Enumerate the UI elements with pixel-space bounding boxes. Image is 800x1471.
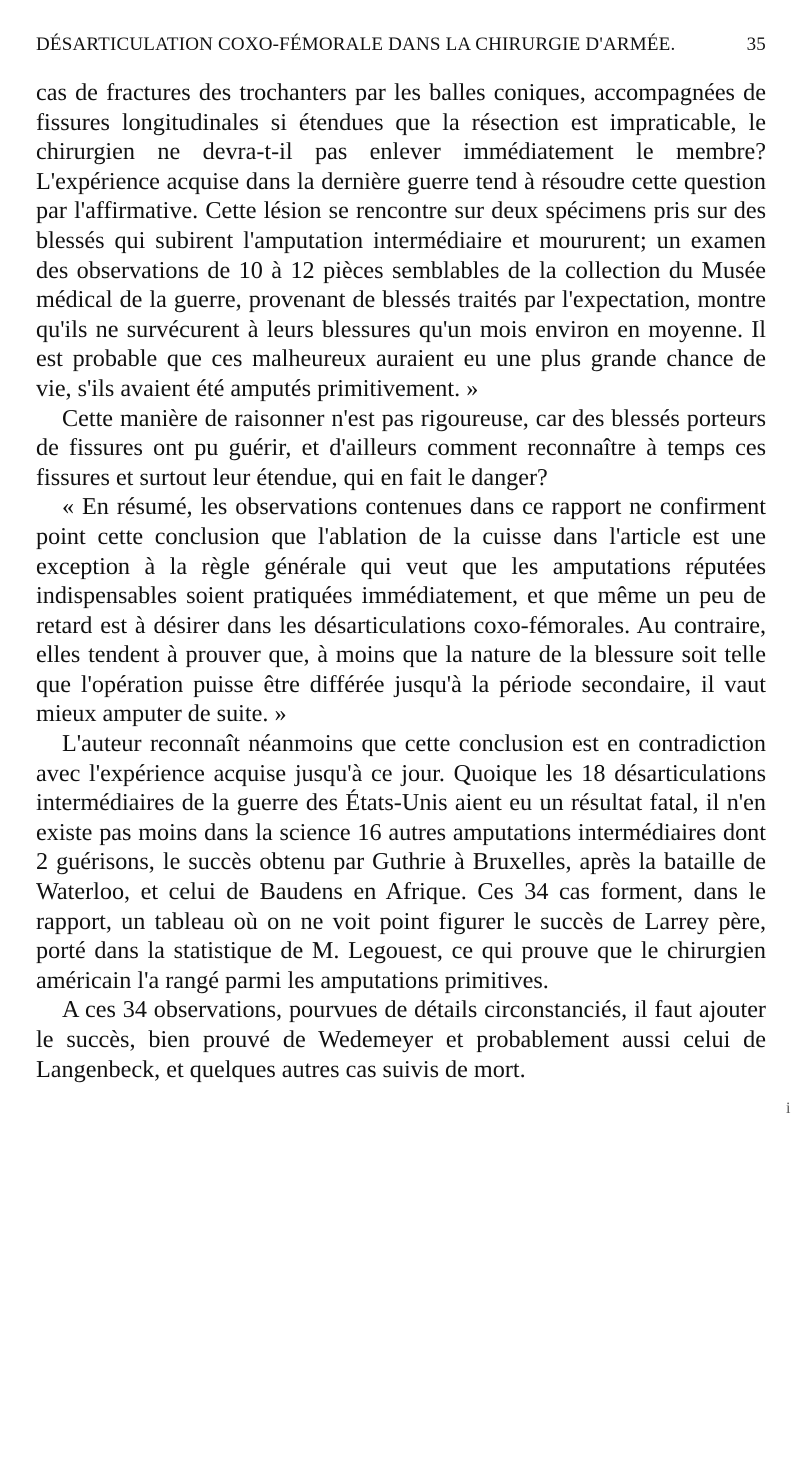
running-title: DÉSARTICULATION COXO-FÉMORALE DANS LA CHIRURGIE D'ARMÉE. (36, 34, 676, 55)
paragraph: L'auteur reconnaît néanmoins que cette conclusion est en contradiction avec l'expérience acquise jusqu'à ce jour. Quoique les 18 désarticulations intermédiaires de la guerre des États-Unis aient eu un résultat fatal, il n'en existe pas moins dans la science 16 autres amputations intermédiaires dont 2 guérisons, le succès obtenu par Guthrie à Bruxelles, après la bataille de Waterloo, et celui de Baudens en Afrique. Ces 34 cas forment, dans le rapport, un tableau où on ne voit point figurer le succès de Larrey père, porté dans la statistique de M. Legouest, ce qui prouve que le chirurgien américain l'a rangé parmi les amputations primitives. (36, 730, 766, 994)
paragraph: cas de fractures des trochanters par les balles coniques, accompagnées de fissures longitudinales si étendues que la résection est impraticable, le chirurgien ne devra-t-il pas enlever immédiatement le membre? L'expérience acquise dans la dernière guerre tend à résoudre cette question par l'affirmative. Cette lésion se rencontre sur deux spécimens pris sur des blessés qui subirent l'amputation intermédiaire et moururent; un examen des observations de 10 à 12 pièces semblables de la collection du Musée médical de la guerre, provenant de blessés traités par l'expectation, montre qu'ils ne survécurent à leurs blessures qu'un mois environ en moyenne. Il est probable que ces malheureux auraient eu une plus grande chance de vie, s'ils avaient été amputés primitivement. » (36, 79, 766, 402)
running-header (36, 34, 766, 62)
paragraph: A ces 34 observations, pourvues de détails circonstanciés, il faut ajouter le succès, bien prouvé de Wedemeyer et probablement aussi celui de Langenbeck, et quelques autres cas suivis de mort. (36, 996, 766, 1083)
paragraph: « En résumé, les observations contenues dans ce rapport ne confirment point cette conclusion que l'ablation de la cuisse dans l'article est une exception à la règle générale qui veut que les amputations réputées indispensables soient pratiquées immédiatement, et que même un peu de retard est à désirer dans les désarticulations coxo-fémorales. Au contraire, elles tendent à prouver que, à moins que la nature de la blessure soit telle que l'opération puisse être différée jusqu'à la période secondaire, il vaut mieux amputer de suite. » (36, 493, 766, 728)
page-number: 35 (746, 34, 766, 55)
paragraph: Cette manière de raisonner n'est pas rigoureuse, car des blessés porteurs de fissures ont pu guérir, et d'ailleurs comment reconnaître à temps ces fissures et surtout leur étendue, qui en fait le danger? (36, 404, 766, 491)
margin-mark: i (786, 1100, 791, 1117)
body-text (36, 78, 766, 1084)
